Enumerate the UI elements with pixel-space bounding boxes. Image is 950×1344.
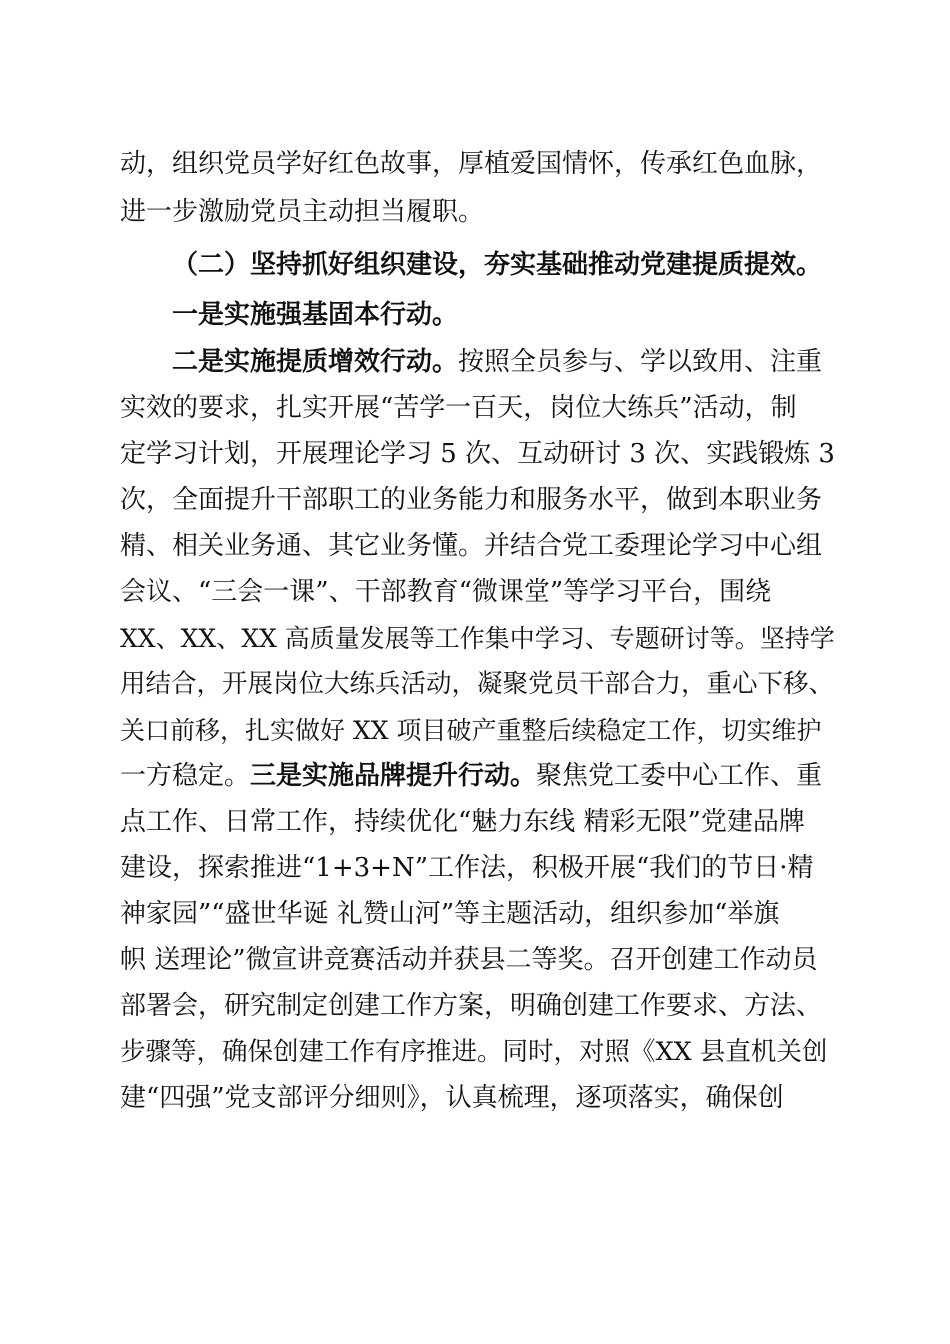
section-heading (172, 243, 835, 288)
body-line (120, 1030, 835, 1075)
body-line (120, 800, 835, 845)
body-line (120, 570, 835, 615)
text-run: 动，组织党员学好红色故事，厚植爱国情怀，传承红色血脉， (120, 149, 823, 179)
subheading-text: 一是实施强基固本行动。 (172, 300, 459, 330)
body-line (120, 754, 835, 799)
body-line (120, 142, 835, 187)
body-line (120, 190, 835, 235)
text-run: 建“四强”党支部评分细则》，认真梳理，逐项落实，确保创 (120, 1083, 784, 1113)
body-line (120, 524, 835, 569)
text-run: 会议、“三会一课”、干部教育“微课堂”等学习平台，围绕 (120, 577, 772, 607)
text-run: 实效的要求，扎实开展“苦学一百天，岗位大练兵”活动，制 (120, 393, 797, 423)
section-heading-text: （二）坚持抓好组织建设，夯实基础推动党建提质提效。 (172, 250, 823, 280)
text-run: 点工作、日常工作，持续优化“魅力东线 精彩无限”党建品牌 (120, 807, 805, 837)
body-line (120, 478, 835, 523)
text-run: 定学习计划，开展理论学习 5 次、互动研讨 3 次、实践锻炼 3 (120, 439, 835, 469)
body-line (120, 984, 835, 1029)
body-line (120, 846, 835, 891)
text-run: 一方稳定。 (120, 761, 251, 791)
body-line (120, 892, 835, 937)
text-run: XX、XX、XX 高质量发展等工作集中学习、专题研讨等。坚持学 (120, 624, 835, 653)
text-run: 神家园”“盛世华诞 礼赞山河”等主题活动，组织参加“举旗 (120, 899, 780, 929)
body-line (120, 432, 835, 477)
text-run: 精、相关业务通、其它业务懂。并结合党工委理论学习中心组 (120, 531, 823, 561)
inline-subheading: 三是实施品牌提升行动。 (250, 761, 537, 791)
body-line (120, 386, 835, 431)
text-run: 用结合，开展岗位大练兵活动，凝聚党员干部合力，重心下移、 (120, 669, 835, 699)
text-run: 部署会，研究制定创建工作方案，明确创建工作要求、方法、 (120, 991, 823, 1021)
text-run: 次，全面提升干部职工的业务能力和服务水平，做到本职业务 (120, 485, 823, 515)
text-run: 关口前移，扎实做好 XX 项目破产重整后续稳定工作，切实维护 (120, 716, 822, 745)
body-line (120, 616, 835, 661)
text-run: 帜 送理论”微宣讲竞赛活动并获县二等奖。召开创建工作动员 (120, 945, 818, 975)
body-line (120, 662, 835, 707)
text-run: 聚焦党工委中心工作、重 (536, 761, 823, 791)
body-line (120, 708, 835, 753)
subheading-line (172, 293, 835, 338)
body-line (120, 938, 835, 983)
text-run: 步骤等，确保创建工作有序推进。同时，对照《XX 县直机关创 (120, 1037, 828, 1067)
text-run: 按照全员参与、学以致用、注重 (458, 347, 823, 377)
body-line (172, 340, 835, 385)
inline-subheading: 二是实施提质增效行动。 (172, 347, 459, 377)
body-line (120, 1076, 835, 1121)
text-run: 进一步激励党员主动担当履职。 (120, 197, 485, 227)
text-run: 建设，探索推进“1+3+N”工作法，积极开展“我们的节日·精 (120, 853, 814, 883)
